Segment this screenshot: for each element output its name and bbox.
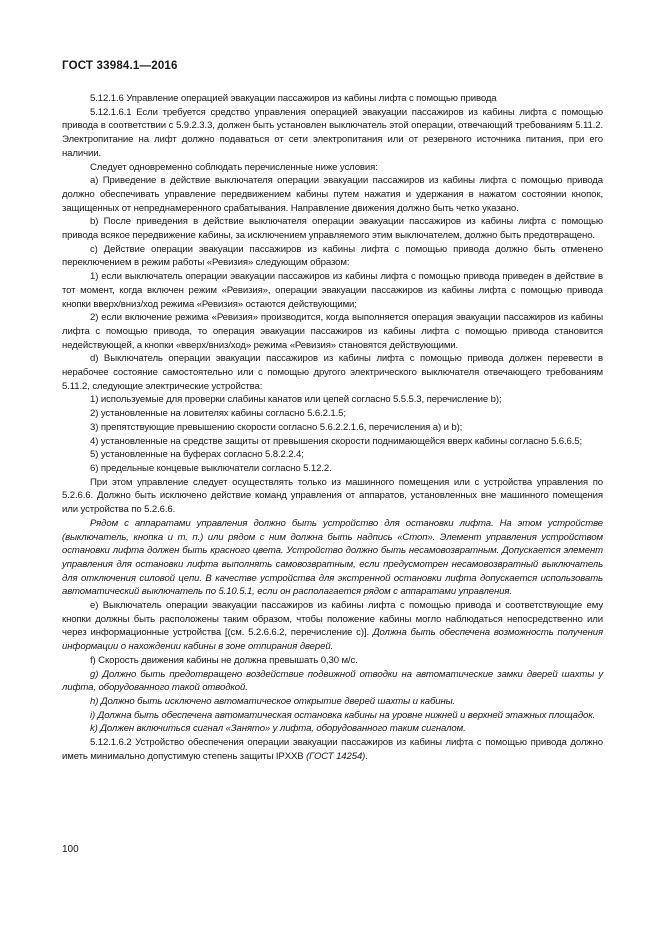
document-body [62,92,603,763]
paragraph: i) Должна быть обеспечена автоматическая остановка кабины на уровне нижней и верхней этажных площадок. [90,709,596,721]
paragraph: 5.12.1.6.2 Устройство обеспечения операции эвакуации пассажиров из кабины лифта с помощью привода должно иметь минимально допустимую степень защиты IPXXB (ГОСТ 14254). [62,737,603,762]
paragraph: f) Скорость движения кабины не должна превышать 0,30 м/с. [90,654,358,666]
paragraph: e) Выключатель операции эвакуации пассажиров из кабины лифта с помощью привода и соответствующие ему кнопки должны быть расположены таким образом, чтобы положение кабины могло наблюдаться непосредственно или через информационные устройства [(см. 5.2.6.6.2, перечисление c)]. Должна быть обеспечена возможность получения информации о нахождении кабины в зоне отпирания дверей. [62,600,603,653]
paragraph: 6) предельные концевые выключатели согласно 5.12.2. [90,462,332,474]
paragraph: 4) установленные на средстве защиты от превышения скорости поднимающейся вверх кабины согласно 5.6.6.5; [90,435,583,447]
paragraph: k) Должен включиться сигнал «Занято» у лифта, оборудованного таким сигналом. [90,723,466,735]
page-number: 100 [62,844,79,855]
paragraph: c) Действие операции эвакуации пассажиров из кабины лифта с помощью привода должно быть отменено переключением в режим работы «Ревизия» следующим образом: [62,243,603,269]
paragraph: Рядом с аппаратами управления должно быть устройство для остановки лифта. На этом устройстве (выключатель, кнопка и т. п.) или рядом с ним должна быть надпись «Стоп». Элемент управления устройством остановки лифта должен быть красного цвета. Устройство должно быть несамовозвратным. Допускается элемент управления для остановки лифта выполнять самовозвратным, если предусмотрен несамовозвратный выключатель для отключения силовой цепи. В качестве устройства для экстренной остановки лифта допускается использовать автоматический выключатель по 5.10.5.1, если он располагается рядом с аппаратами управления. [62,517,603,598]
paragraph: Следует одновременно соблюдать перечисленные ниже условия: [90,161,378,173]
paragraph: 2) если включение режима «Ревизия» производится, когда выполняется операция эвакуации пассажиров из кабины лифта с помощью привода, то операция эвакуации пассажиров из кабины лифта с помощью привода становится недействующей, а кнопки «вверх/вниз/ход» режима «Ревизия» становятся действующими. [62,312,603,351]
paragraph: g) Должно быть предотвращено воздействие подвижной отводки на автоматические замки дверей шахты у лифта, оборудованного такой отводкой. [62,668,603,694]
paragraph: 3) препятствующие превышению скорости согласно 5.6.2.2.1.6, перечисления a) и b); [90,421,463,433]
paragraph: При этом управление следует осуществлять только из машинного помещения или с устройства управления по 5.2.6.6. Должно быть исключено действие команд управления от аппаратов, установленных вне машинного помещения или устройства по 5.2.6.6. [62,476,603,516]
paragraph: 1) используемые для проверки слабины канатов или цепей согласно 5.5.5.3, перечисление b); [90,394,502,406]
paragraph: 1) если выключатель операции эвакуации пассажиров из кабины лифта с помощью привода приведен в действие в тот момент, когда включен режим «Ревизия», операции эвакуации пассажиров из кабины лифта с помощью привода кнопки вверх/вниз/ход режима «Ревизия» остаются действующими; [62,271,603,310]
paragraph: 5) установленные на буферах согласно 5.8.2.2.4; [90,449,304,461]
paragraph: 5.12.1.6 Управление операцией эвакуации пассажиров из кабины лифта с помощью привода [90,93,497,104]
paragraph: d) Выключатель операции эвакуации пассажиров из кабины лифта с помощью привода должен перевести в нерабочее состояние самостоятельно или с помощью другого электрического выключателя отвечающего требованиям 5.11.2, следующие электрические устройства: [62,353,603,392]
paragraph: b) После приведения в действие выключателя операции эвакуации пассажиров из кабины лифта с помощью привода всякое передвижение кабины, за исключением управляемого этим выключателем, должно быть предотвращено. [62,216,603,242]
paragraph: a) Приведение в действие выключателя операции эвакуации пассажиров из кабины лифта с помощью привода должно обеспечивать управление передвижением кабины путем нажатия и удержания в нажатом состоянии кнопок, защищенных от непреднамеренного срабатывания. Направление движения должно быть четко указано. [62,175,603,214]
paragraph: 2) установленные на ловителях кабины согласно 5.6.2.1.5; [90,408,346,420]
document-header: ГОСТ 33984.1—2016 [62,60,178,72]
paragraph: h) Должно быть исключено автоматическое открытие дверей шахты и кабины. [90,695,456,707]
paragraph: 5.12.1.6.1 Если требуется средство управления операцией эвакуации пассажиров из кабины лифта с помощью привода в соответствии с 5.9.2.3.3, должен быть установлен выключатель этой операции, отвечающий требованиям 5.11.2. Электропитание на лифт должно подаваться от сети электропитания или от резервного источника питания, при его наличии. [62,106,603,159]
